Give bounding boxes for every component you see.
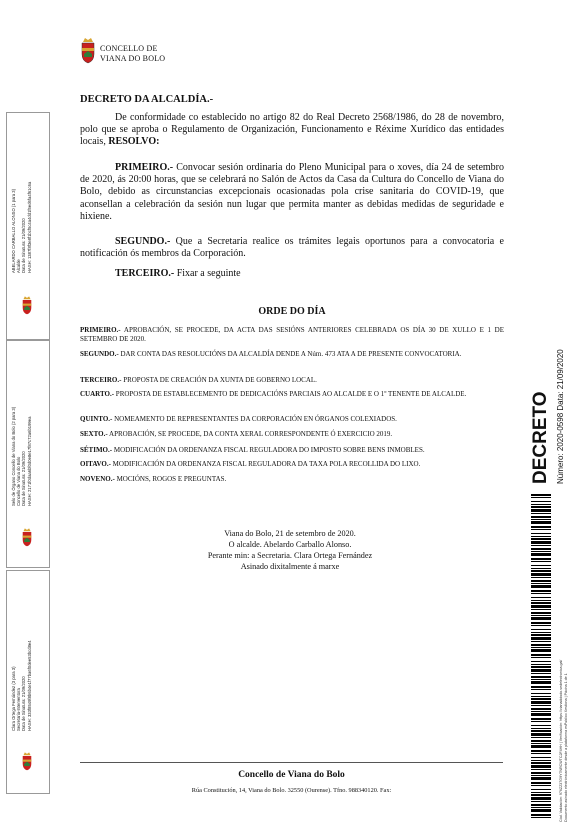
coat-of-arms-icon (80, 36, 96, 64)
intro-resolvo: RESOLVO: (108, 136, 160, 148)
barcode-icon (531, 494, 551, 820)
footer-title: Concello de Viana do Bolo (238, 770, 345, 780)
agenda-title: ORDE DO DÍA (258, 306, 326, 317)
intro-text: De conformidade co establecido no artigo 82 do Real Decreto 2568/1986, do 28 de novembro, polo que se aproba o Regulamento de Organización, Funcionamento e Réxime Xurídico das entidades locais, (80, 112, 504, 148)
signer-role: Concello de Viana do Bolo (16, 456, 22, 506)
decree-title: DECRETO DA ALCALDÍA.- (80, 94, 214, 105)
agenda-item (80, 350, 504, 359)
agenda-item (80, 475, 504, 484)
agenda-item-text: APROBACIÓN, SE PROCEDE, DA ACTA DAS SESIÓNS ANTERIORES CELEBRADA OS DÍA 30 DE XULLO E 1 DE SETEMBRO DE 2020. (80, 326, 504, 343)
signature-note: Asinado dixitalmente á marxe (240, 562, 340, 571)
org-line-2: VIANA DO BOLO (100, 54, 166, 63)
agenda-item-label: NOVENO.- (80, 475, 115, 483)
agenda-item-text: MODIFICACIÓN DA ORDENANZA FISCAL REGULADORA DA TAXA POLA RECOLLIDA DO LIXO. (110, 460, 421, 468)
coat-of-arms-icon (20, 295, 34, 315)
agenda-item (80, 376, 504, 385)
agenda-item-label: SEXTO.- (80, 430, 108, 438)
signer-role: Alcalde (16, 259, 22, 273)
footer-address: Rúa Constitución, 14, Viana do Bolo. 32550 (Ourense). Tfno. 988340120. Fax: (191, 787, 392, 794)
agenda-item-label: SEGUNDO.- (80, 350, 119, 358)
agenda-item-label: OITAVO.- (80, 460, 111, 468)
verification-code: Cód. Validación: 976ZZ37G9Y7NRCWTC2F4HH | Verificación: https://vianadobolo.sedelectronica.gal/ (559, 659, 563, 822)
agenda-item-label: PRIMEIRO.- (80, 326, 121, 334)
signature-box-text (11, 561, 47, 731)
signer-name: ABELARDO CARBALLO ALONSO (1 para 3) (11, 188, 16, 273)
segundo-text: Que a Secretaria realice os trámites legais oportunos para a convocatoria e notificación ós membros da Corporación. (80, 236, 504, 260)
agenda-item (80, 415, 504, 424)
header-logo (80, 36, 210, 68)
verification-note: Documento asinado electrónicamente desde a plataforma esPublico Xestiona | Páxina 1 de 1 (563, 673, 568, 822)
organization-name (100, 44, 165, 64)
signature-place-date: Viana do Bolo, 21 de setembro de 2020. (224, 529, 356, 538)
signature-date: Data de Sinatura: 21/09/2020 (21, 451, 27, 506)
agenda-item-label: CUARTO.- (80, 390, 115, 398)
signature-hash: HASH: 1387f8f3e8f1bcf5c4a4dd1f5ed6fa4f61c6a (26, 181, 32, 273)
terceiro-paragraph (80, 268, 504, 280)
signature-secretary: Perante min: a Secretaria. Clara Ortega Fernández (207, 551, 373, 560)
signature-hash: HASH: 333f8549f8b6b4e1f77ba6f0dee53bcd8e4 (26, 640, 32, 731)
agenda-item (80, 326, 504, 344)
agenda-item (80, 446, 504, 455)
signature-date: Data de Sinatura: 21/09/2020 (21, 676, 27, 731)
agenda-item (80, 460, 504, 469)
primeiro-paragraph (80, 162, 504, 223)
segundo-label: SEGUNDO.- (115, 236, 171, 247)
decree-number: Número: 2020-0598 Data: 21/09/2020 (556, 349, 565, 484)
agenda-item (80, 430, 504, 439)
signer-name: Selo de Órgano Concello de Viana do Bolo (2 para 3) (11, 406, 16, 506)
agenda-item-text: MOCIÓNS, ROGOS E PREGUNTAS. (114, 475, 227, 483)
signature-box-text (11, 103, 47, 273)
primeiro-label: PRIMEIRO.- (115, 162, 174, 173)
signature-box-2 (6, 340, 50, 568)
decree-stamp-word: DECRETO (530, 391, 551, 484)
signature-date: Data de Sinatura: 21/09/2020 (21, 218, 27, 273)
intro-paragraph (80, 112, 504, 149)
agenda-item-text: PROPOSTA DE ESTABLECEMENTO DE DEDICACIÓNS PARCIAIS AO ALCALDE E O 1º TENENTE DE ALCALDE. (114, 390, 467, 398)
verification-text (559, 660, 569, 822)
signature-mayor: O alcalde. Abelardo Carballo Alonso. (228, 540, 352, 549)
agenda-item-text: NOMEAMENTO DE REPRESENTANTES DA CORPORACIÓN EN ÓRGANOS COLEXIADOS. (112, 415, 397, 423)
segundo-paragraph (80, 236, 504, 260)
agenda-item-text: APROBACIÓN, SE PROCEDE, DA CONTA XERAL CORRESPONDENTE Ó EXERCICIO 2019. (107, 430, 393, 438)
coat-of-arms-icon (20, 751, 34, 771)
signer-name: Clara Ortega Fernández (3 para 3) (11, 666, 16, 731)
signature-box-1 (6, 112, 50, 340)
org-line-1: CONCELLO DE (100, 44, 158, 53)
agenda-item (80, 390, 504, 399)
agenda-item-text: MODIFICACIÓN DA ORDENANZA FISCAL REGULADORA DO IMPOSTO SOBRE BENS INMOBLES. (112, 446, 425, 454)
signature-block (140, 528, 440, 572)
terceiro-label: TERCEIRO.- (115, 268, 175, 279)
terceiro-text: Fixar a seguinte (174, 268, 241, 279)
agenda-item-label: TERCEIRO.- (80, 376, 122, 384)
coat-of-arms-icon (20, 527, 34, 547)
footer-divider (80, 762, 503, 763)
agenda-item-text: PROPOSTA DE CREACIÓN DA XUNTA DE GOBERNO LOCAL. (121, 376, 317, 384)
agenda-item-label: SÉTIMO.- (80, 446, 113, 454)
agenda-item-text: DAR CONTA DAS RESOLUCIÓNS DA ALCALDÍA DENDE A Núm. 473 ATA A DE PRESENTE CONVOCATORIA. (118, 350, 462, 358)
signer-role: Secretaria-Interventora (16, 688, 22, 731)
signature-box-text (11, 336, 47, 506)
primeiro-text: Convocar sesión ordinaria do Pleno Municipal para o xoves, día 24 de setembro de 2020, ás 20:00 horas, que se celebrará no Salón de Actos da Casa da Cultura do Concello de Viana do Bolo, debido as circunstancias excepcionais ocasionadas pola crise sanitaria do COVID-19, que aconsellan a celebración da sesión nun lugar que permita manter as debidas medidas de seguridade e hixiene. (80, 162, 504, 222)
agenda-item-label: QUINTO.- (80, 415, 113, 423)
signature-hash: HASH: 2171f0daa6bf0d0e8e17f87c72a6b199ea (26, 416, 32, 506)
signature-box-3 (6, 570, 50, 794)
